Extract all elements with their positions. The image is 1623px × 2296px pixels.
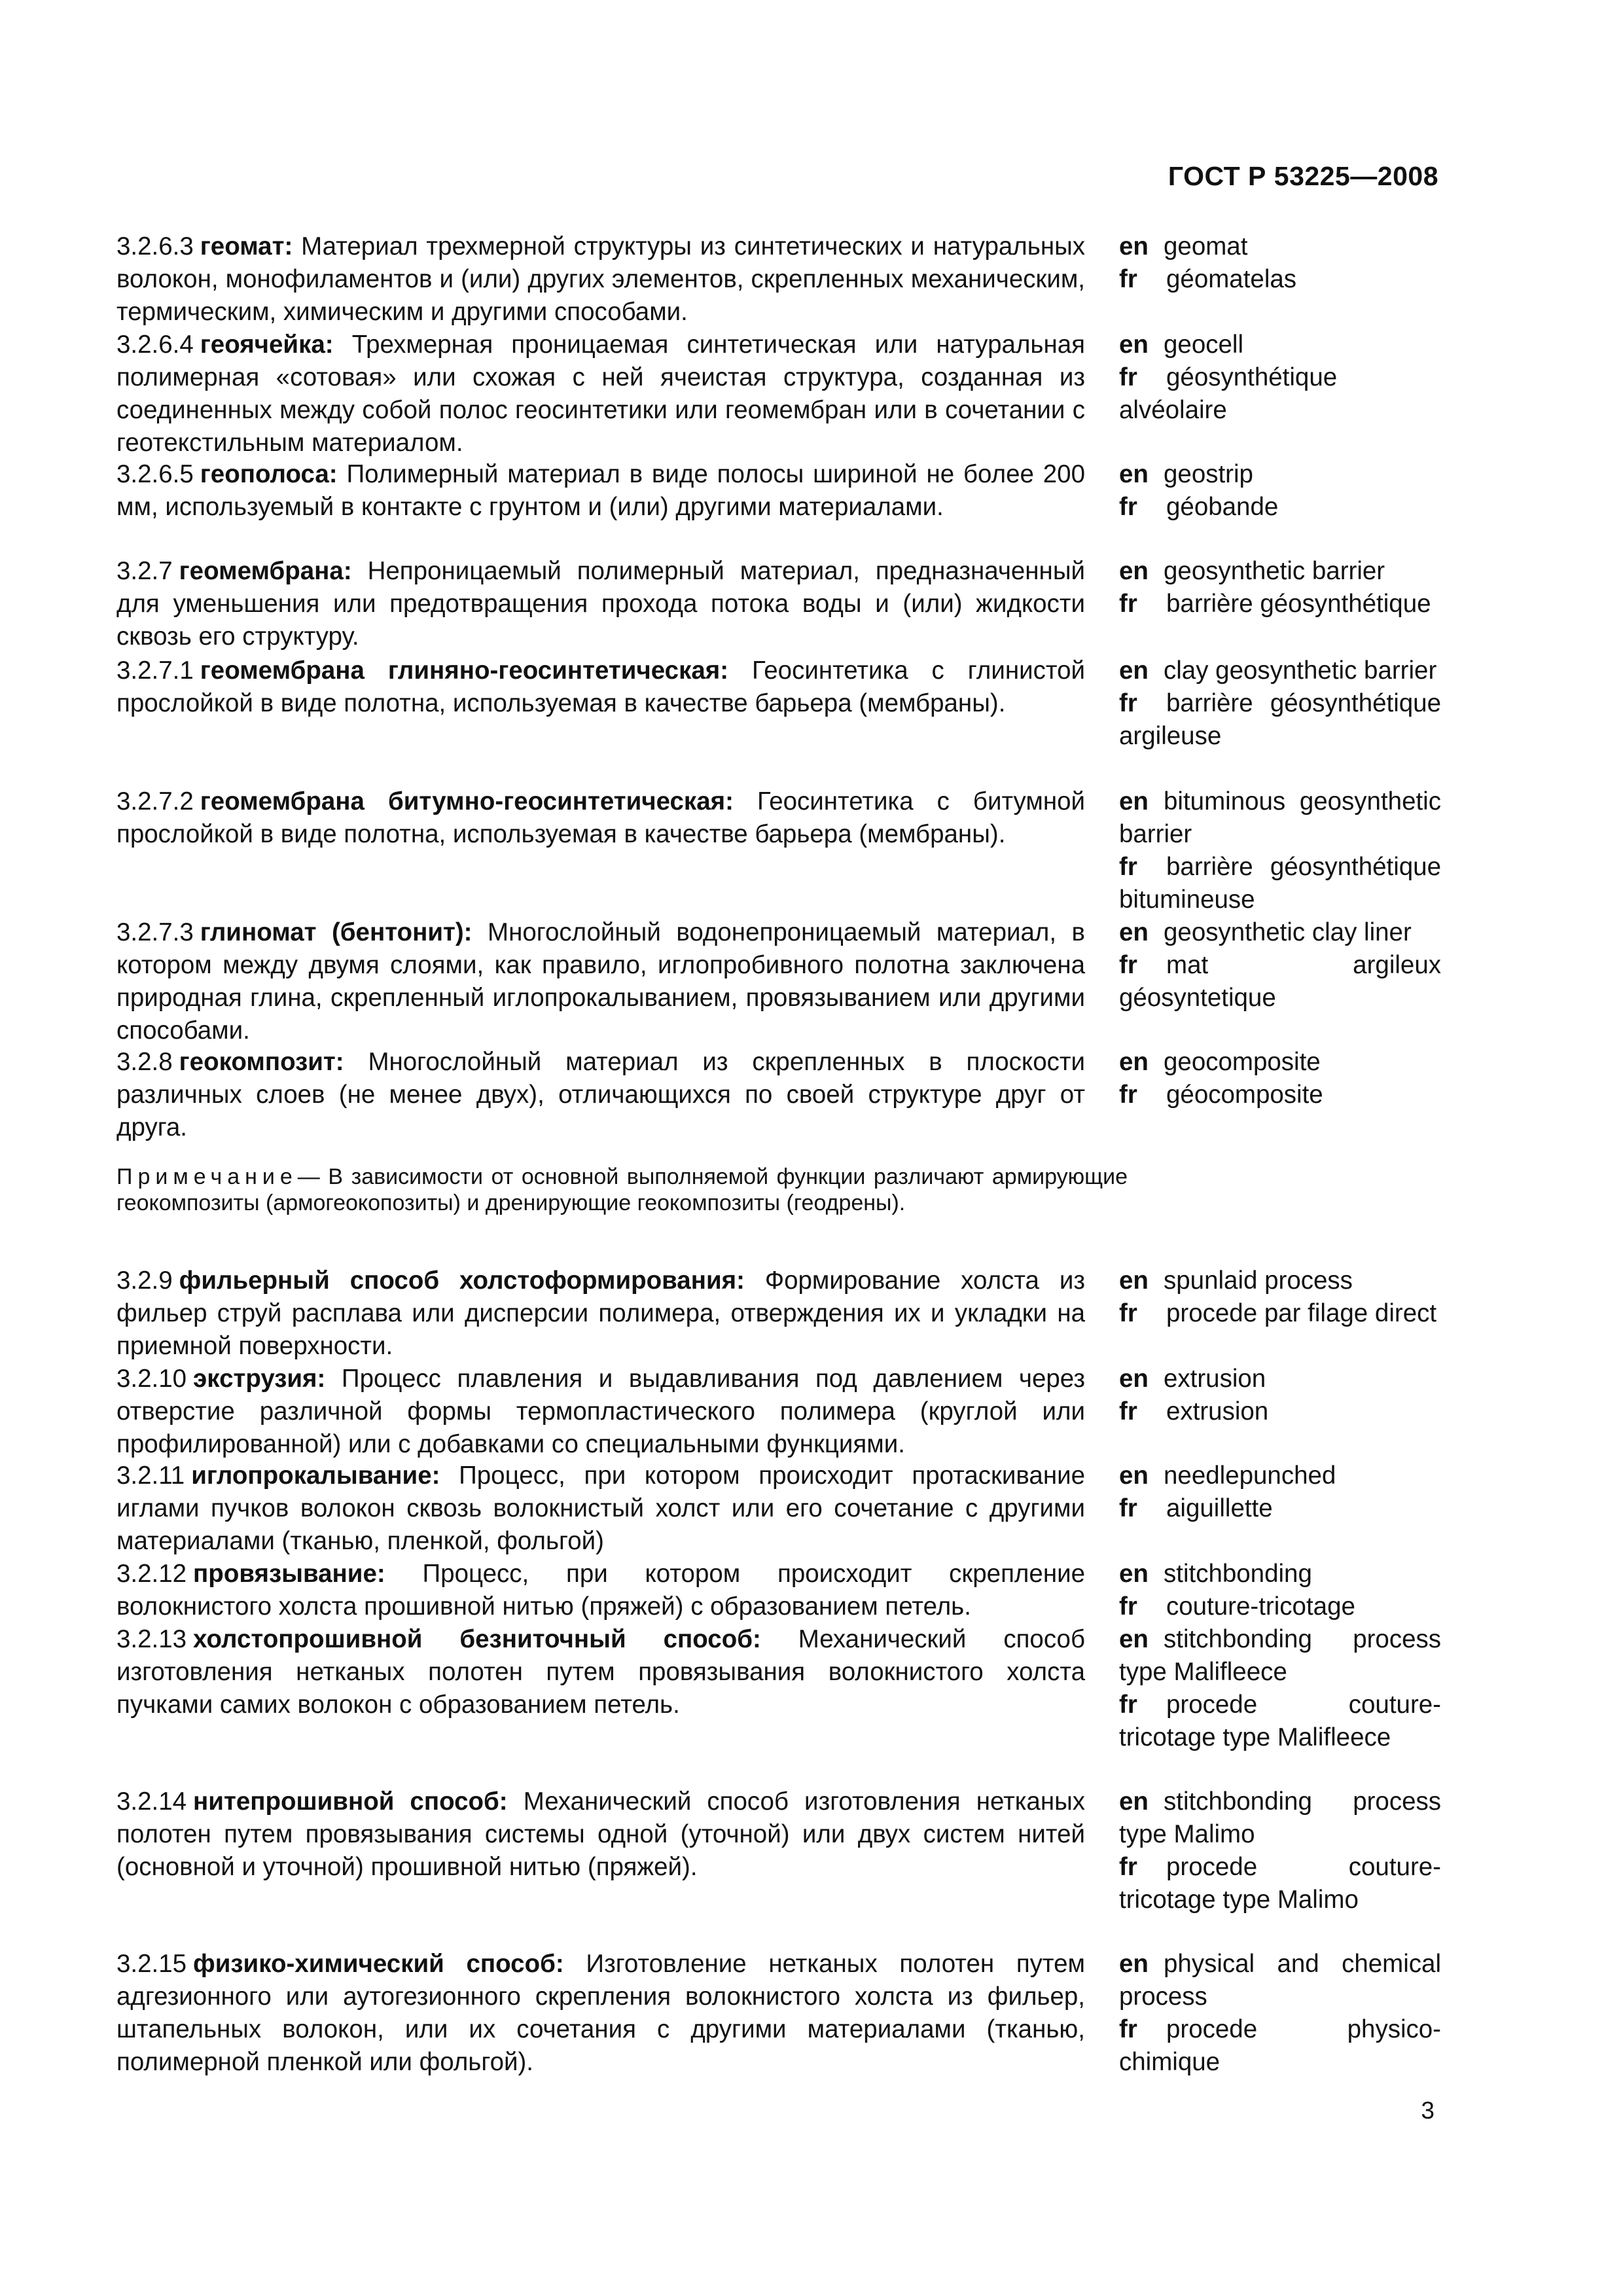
en-equivalent xyxy=(1119,555,1441,588)
lang-en-label: en xyxy=(1119,232,1149,260)
equivalents xyxy=(1119,1948,1441,2079)
lang-fr-label: fr xyxy=(1119,1853,1137,1881)
equivalents xyxy=(1119,1623,1441,1754)
term-text: Изготовление нетканых полотен путем адгезионного или аутогезионного скрепления волокнистого холста из фильер, штапельных волокон, или их сочетания с другими материалами (тканью, полимерной пленкой или фольгой). xyxy=(116,1950,1085,2076)
term-number: 3.2.7.3 xyxy=(116,918,194,946)
term-text: Процесс плавления и выдавливания под давлением через отверстие различной формы термопластического полимера (круглой или профилированной) или с добавками со специальными функциями. xyxy=(116,1365,1085,1458)
en-term: geostrip xyxy=(1164,460,1253,488)
term-text: Полимерный материал в виде полосы шириной не более 200 мм, используемый в контакте с грунтом и (или) другими материалами. xyxy=(116,460,1085,521)
equivalents xyxy=(1119,1460,1441,1525)
term-definition xyxy=(116,230,1085,329)
equivalents xyxy=(1119,555,1441,620)
en-term: stitchbonding xyxy=(1164,1560,1312,1588)
term-text: Материал трехмерной структуры из синтетических и натуральных волокон, монофиламентов и (или) других элементов, скрепленных механическим, термическим, химическим и другими способами. xyxy=(116,232,1086,326)
lang-en-label: en xyxy=(1119,1560,1149,1588)
fr-equivalent xyxy=(1119,949,1441,1014)
fr-term: procede par filage direct xyxy=(1166,1299,1437,1327)
fr-term: géobande xyxy=(1166,493,1279,521)
lang-en-label: en xyxy=(1119,1365,1149,1393)
en-equivalent xyxy=(1119,1948,1441,2013)
fr-term: procede physico-chimique xyxy=(1119,2015,1441,2076)
en-term: geosynthetic barrier xyxy=(1164,557,1385,585)
term-text: Механический способ изготовления нетканых полотен путем провязывания системы одной (уточной) или двух систем нитей (основной и уточной) прошивной нитью (пряжей). xyxy=(116,1787,1086,1881)
fr-equivalent xyxy=(1119,491,1441,524)
en-equivalent xyxy=(1119,916,1441,949)
term-name: геомембрана битумно-геосинтетическая: xyxy=(200,787,734,816)
fr-term: extrusion xyxy=(1166,1397,1269,1426)
term-definition xyxy=(116,555,1085,653)
fr-term: barrière géosynthétique argileuse xyxy=(1119,689,1441,750)
term-name: геомембрана: xyxy=(179,557,352,585)
lang-fr-label: fr xyxy=(1119,363,1137,391)
fr-equivalent xyxy=(1119,263,1441,296)
en-term: geocell xyxy=(1164,331,1244,359)
lang-fr-label: fr xyxy=(1119,493,1137,521)
lang-fr-label: fr xyxy=(1119,853,1137,881)
term-name: геомат: xyxy=(200,232,293,260)
fr-term: mat argileux géosyntetique xyxy=(1119,951,1441,1012)
fr-equivalent xyxy=(1119,1590,1441,1623)
equivalents xyxy=(1119,329,1441,427)
en-term: stitchbonding process type Malifleece xyxy=(1119,1625,1441,1686)
term-definition xyxy=(116,1460,1085,1558)
term-number: 3.2.14 xyxy=(116,1787,187,1816)
term-definition xyxy=(116,329,1085,459)
en-term: needlepunched xyxy=(1164,1462,1336,1490)
term-text: Многослойный водонепроницаемый материал, в котором между двумя слоями, как правило, иглопробивного полотна заключена природная глина, скрепленный иглопрокалыванием, провязыванием или другими способами. xyxy=(116,918,1086,1045)
fr-equivalent xyxy=(1119,851,1441,916)
en-term: clay geosynthetic barrier xyxy=(1164,656,1437,685)
en-equivalent xyxy=(1119,1460,1441,1492)
en-equivalent xyxy=(1119,785,1441,851)
en-equivalent xyxy=(1119,329,1441,361)
lang-en-label: en xyxy=(1119,918,1149,946)
equivalents xyxy=(1119,1046,1441,1111)
fr-term: procede couture-tricotage type Malimo xyxy=(1119,1853,1441,1914)
en-term: spunlaid process xyxy=(1164,1266,1353,1295)
lang-en-label: en xyxy=(1119,1787,1149,1816)
en-equivalent xyxy=(1119,1265,1441,1297)
en-equivalent xyxy=(1119,1363,1441,1395)
lang-en-label: en xyxy=(1119,1950,1149,1978)
lang-fr-label: fr xyxy=(1119,1691,1137,1719)
equivalents xyxy=(1119,1265,1441,1330)
term-definition xyxy=(116,1558,1085,1623)
lang-en-label: en xyxy=(1119,787,1149,816)
en-term: physical and chemical process xyxy=(1119,1950,1441,2011)
term-name: физико-химический способ: xyxy=(193,1950,564,1978)
en-equivalent xyxy=(1119,1623,1441,1689)
term-name: геополоса: xyxy=(200,460,338,488)
term-name: геоячейка: xyxy=(200,331,334,359)
en-term: geosynthetic clay liner xyxy=(1164,918,1412,946)
term-definition xyxy=(116,916,1085,1047)
fr-term: géomatelas xyxy=(1166,265,1297,293)
fr-equivalent xyxy=(1119,687,1441,753)
term-name: нитепрошивной способ: xyxy=(193,1787,508,1816)
equivalents xyxy=(1119,230,1441,296)
lang-fr-label: fr xyxy=(1119,2015,1137,2043)
term-name: холстопрошивной безниточный способ: xyxy=(193,1625,761,1653)
lang-fr-label: fr xyxy=(1119,1081,1137,1109)
term-number: 3.2.7.2 xyxy=(116,787,194,816)
equivalents xyxy=(1119,785,1441,916)
term-definition xyxy=(116,1948,1085,2079)
en-equivalent xyxy=(1119,1785,1441,1851)
en-equivalent xyxy=(1119,655,1441,687)
term-number: 3.2.13 xyxy=(116,1625,187,1653)
term-number: 3.2.6.5 xyxy=(116,460,194,488)
fr-equivalent xyxy=(1119,2013,1441,2079)
fr-equivalent xyxy=(1119,1297,1441,1330)
fr-equivalent xyxy=(1119,1395,1441,1428)
term-text: Процесс, при котором происходит протаскивание иглами пучков волокон сквозь волокнистый холст или его сочетание с другими материалами (тканью, пленкой, фольгой) xyxy=(116,1462,1085,1555)
equivalents xyxy=(1119,655,1441,753)
term-name: иглопрокалывание: xyxy=(191,1462,440,1490)
en-term: extrusion xyxy=(1164,1365,1266,1393)
term-name: геомембрана глиняно-геосинтетическая: xyxy=(200,656,729,685)
fr-equivalent xyxy=(1119,361,1441,427)
term-text: Геосинтетика с битумной прослойкой в виде полотна, используемая в качестве барьера (мембраны). xyxy=(116,787,1085,848)
en-equivalent xyxy=(1119,458,1441,491)
en-equivalent xyxy=(1119,230,1441,263)
lang-en-label: en xyxy=(1119,1266,1149,1295)
fr-equivalent xyxy=(1119,1851,1441,1916)
fr-equivalent xyxy=(1119,588,1441,620)
term-name: геокомпозит: xyxy=(179,1048,344,1076)
term-definition xyxy=(116,458,1085,524)
term-definition xyxy=(116,655,1085,720)
term-number: 3.2.10 xyxy=(116,1365,187,1393)
note-label: Примечание xyxy=(116,1164,298,1189)
term-text: Механический способ изготовления нетканых полотен путем провязывания волокнистого холста пучками самих волокон с образованием петель. xyxy=(116,1625,1085,1719)
term-text: Многослойный материал из скрепленных в плоскости различных слоев (не менее двух), отличающихся по своей структуре друг от друга. xyxy=(116,1048,1085,1141)
term-definition xyxy=(116,1363,1085,1461)
lang-fr-label: fr xyxy=(1119,265,1137,293)
term-number: 3.2.15 xyxy=(116,1950,187,1978)
lang-fr-label: fr xyxy=(1119,1397,1137,1426)
en-term: geomat xyxy=(1164,232,1248,260)
fr-term: barrière géosynthétique xyxy=(1166,590,1431,618)
lang-fr-label: fr xyxy=(1119,1592,1137,1621)
term-definition xyxy=(116,1046,1085,1144)
fr-term: barrière géosynthétique bitumineuse xyxy=(1119,853,1441,914)
term-number: 3.2.6.4 xyxy=(116,331,194,359)
term-text: Трехмерная проницаемая синтетическая или натуральная полимерная «сотовая» или схожая с ней ячеистая структура, созданная из соединенных между собой полос геосинтетики или геомембран или в сочетании с геотекстильным материалом. xyxy=(116,331,1085,457)
lang-en-label: en xyxy=(1119,656,1149,685)
lang-en-label: en xyxy=(1119,1462,1149,1490)
lang-en-label: en xyxy=(1119,1625,1149,1653)
fr-term: géosynthétique alvéolaire xyxy=(1119,363,1338,424)
lang-fr-label: fr xyxy=(1119,590,1137,618)
lang-en-label: en xyxy=(1119,1048,1149,1076)
term-definition xyxy=(116,1265,1085,1363)
lang-fr-label: fr xyxy=(1119,951,1137,979)
term-number: 3.2.11 xyxy=(116,1462,185,1490)
term-text: Геосинтетика с глинистой прослойкой в виде полотна, используемая в качестве барьера (мембраны). xyxy=(116,656,1086,717)
en-term: bituminous geosynthetic barrier xyxy=(1119,787,1441,848)
en-term: geocomposite xyxy=(1164,1048,1321,1076)
fr-equivalent xyxy=(1119,1492,1441,1525)
term-name: экструзия: xyxy=(193,1365,326,1393)
fr-term: couture-tricotage xyxy=(1166,1592,1355,1621)
term-name: провязывание: xyxy=(193,1560,385,1588)
lang-fr-label: fr xyxy=(1119,1494,1137,1522)
lang-en-label: en xyxy=(1119,557,1149,585)
term-definition xyxy=(116,1785,1085,1884)
equivalents xyxy=(1119,1558,1441,1623)
term-number: 3.2.6.3 xyxy=(116,232,194,260)
term-text: Непроницаемый полимерный материал, предназначенный для уменьшения или предотвращения прохода потока воды и (или) жидкости сквозь его структуру. xyxy=(116,557,1085,651)
lang-fr-label: fr xyxy=(1119,1299,1137,1327)
term-number: 3.2.7.1 xyxy=(116,656,194,685)
fr-term: aiguillette xyxy=(1166,1494,1273,1522)
fr-term: géocomposite xyxy=(1166,1081,1323,1109)
equivalents xyxy=(1119,916,1441,1014)
lang-en-label: en xyxy=(1119,331,1149,359)
term-number: 3.2.7 xyxy=(116,557,173,585)
term-number: 3.2.8 xyxy=(116,1048,173,1076)
fr-term: procede couture-tricotage type Malifleece xyxy=(1119,1691,1441,1751)
term-definition xyxy=(116,785,1085,851)
note-text xyxy=(116,1164,1128,1216)
page-number: 3 xyxy=(1421,2097,1435,2124)
term-text: Процесс, при котором происходит скрепление волокнистого холста прошивной нитью (пряжей) с образованием петель. xyxy=(116,1560,1085,1621)
note-body: — В зависимости от основной выполняемой функции различают армирующие геокомпозиты (армогеокопозиты) и дренирующие геокомпозиты (геодрены). xyxy=(116,1164,1128,1215)
term-text: Формирование холста из фильер струй расплава или дисперсии полимера, отверждения их и укладки на приемной поверхности. xyxy=(116,1266,1086,1360)
fr-equivalent xyxy=(1119,1689,1441,1754)
equivalents xyxy=(1119,1785,1441,1916)
term-definition xyxy=(116,1623,1085,1721)
term-number: 3.2.9 xyxy=(116,1266,173,1295)
en-equivalent xyxy=(1119,1046,1441,1079)
standard-header: ГОСТ Р 53225—2008 xyxy=(1168,161,1438,191)
fr-equivalent xyxy=(1119,1079,1441,1111)
term-number: 3.2.12 xyxy=(116,1560,187,1588)
term-name: глиномат (бентонит): xyxy=(200,918,473,946)
equivalents xyxy=(1119,1363,1441,1428)
en-equivalent xyxy=(1119,1558,1441,1590)
term-name: фильерный способ холстоформирования: xyxy=(179,1266,745,1295)
en-term: stitchbonding process type Malimo xyxy=(1119,1787,1441,1848)
lang-fr-label: fr xyxy=(1119,689,1137,717)
lang-en-label: en xyxy=(1119,460,1149,488)
equivalents xyxy=(1119,458,1441,524)
